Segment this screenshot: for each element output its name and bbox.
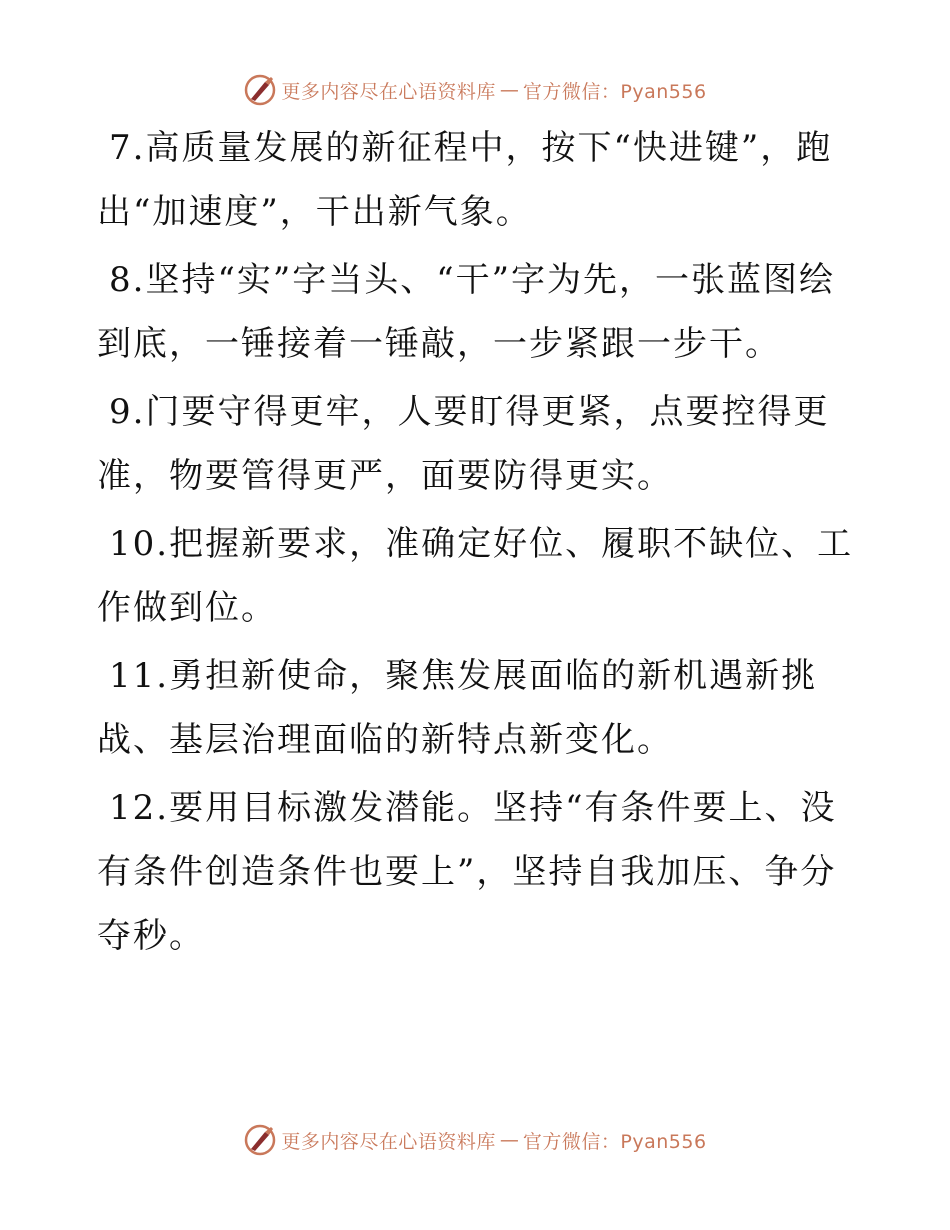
- quill-pen-logo-icon: [243, 1123, 277, 1157]
- banner-wechat: 官方微信：Pyan556: [522, 80, 707, 103]
- document-body: [97, 116, 857, 972]
- banner-wechat: 官方微信：Pyan556: [522, 1130, 707, 1153]
- paragraph-8: 8.坚持“实”字当头、“干”字为先，一张蓝图绘到底，一锤接着一锤敲，一步紧跟一步干。: [97, 260, 835, 364]
- quill-pen-logo-icon: [243, 73, 277, 107]
- footer-banner: [0, 1120, 950, 1160]
- banner-text: 更多内容尽在心语资料库: [281, 80, 496, 103]
- paragraph-10: 10.把握新要求，准确定好位、履职不缺位、工作做到位。: [97, 524, 854, 628]
- banner-separator: —: [499, 79, 519, 101]
- paragraph-12: 12.要用目标激发潜能。坚持“有条件要上、没有条件创造条件也要上”，坚持自我加压、争分夺秒。: [97, 788, 837, 956]
- banner-text: 更多内容尽在心语资料库: [281, 1130, 496, 1153]
- paragraph-7: 7.高质量发展的新征程中，按下“快进键”，跑出“加速度”，干出新气象。: [97, 128, 833, 232]
- banner-separator: —: [499, 1129, 519, 1151]
- header-banner: [0, 70, 950, 110]
- paragraph-9: 9.门要守得更牢，人要盯得更紧，点要控得更准，物要管得更严，面要防得更实。: [97, 392, 830, 496]
- paragraph-11: 11.勇担新使命，聚焦发展面临的新机遇新挑战、基层治理面临的新特点新变化。: [97, 656, 818, 760]
